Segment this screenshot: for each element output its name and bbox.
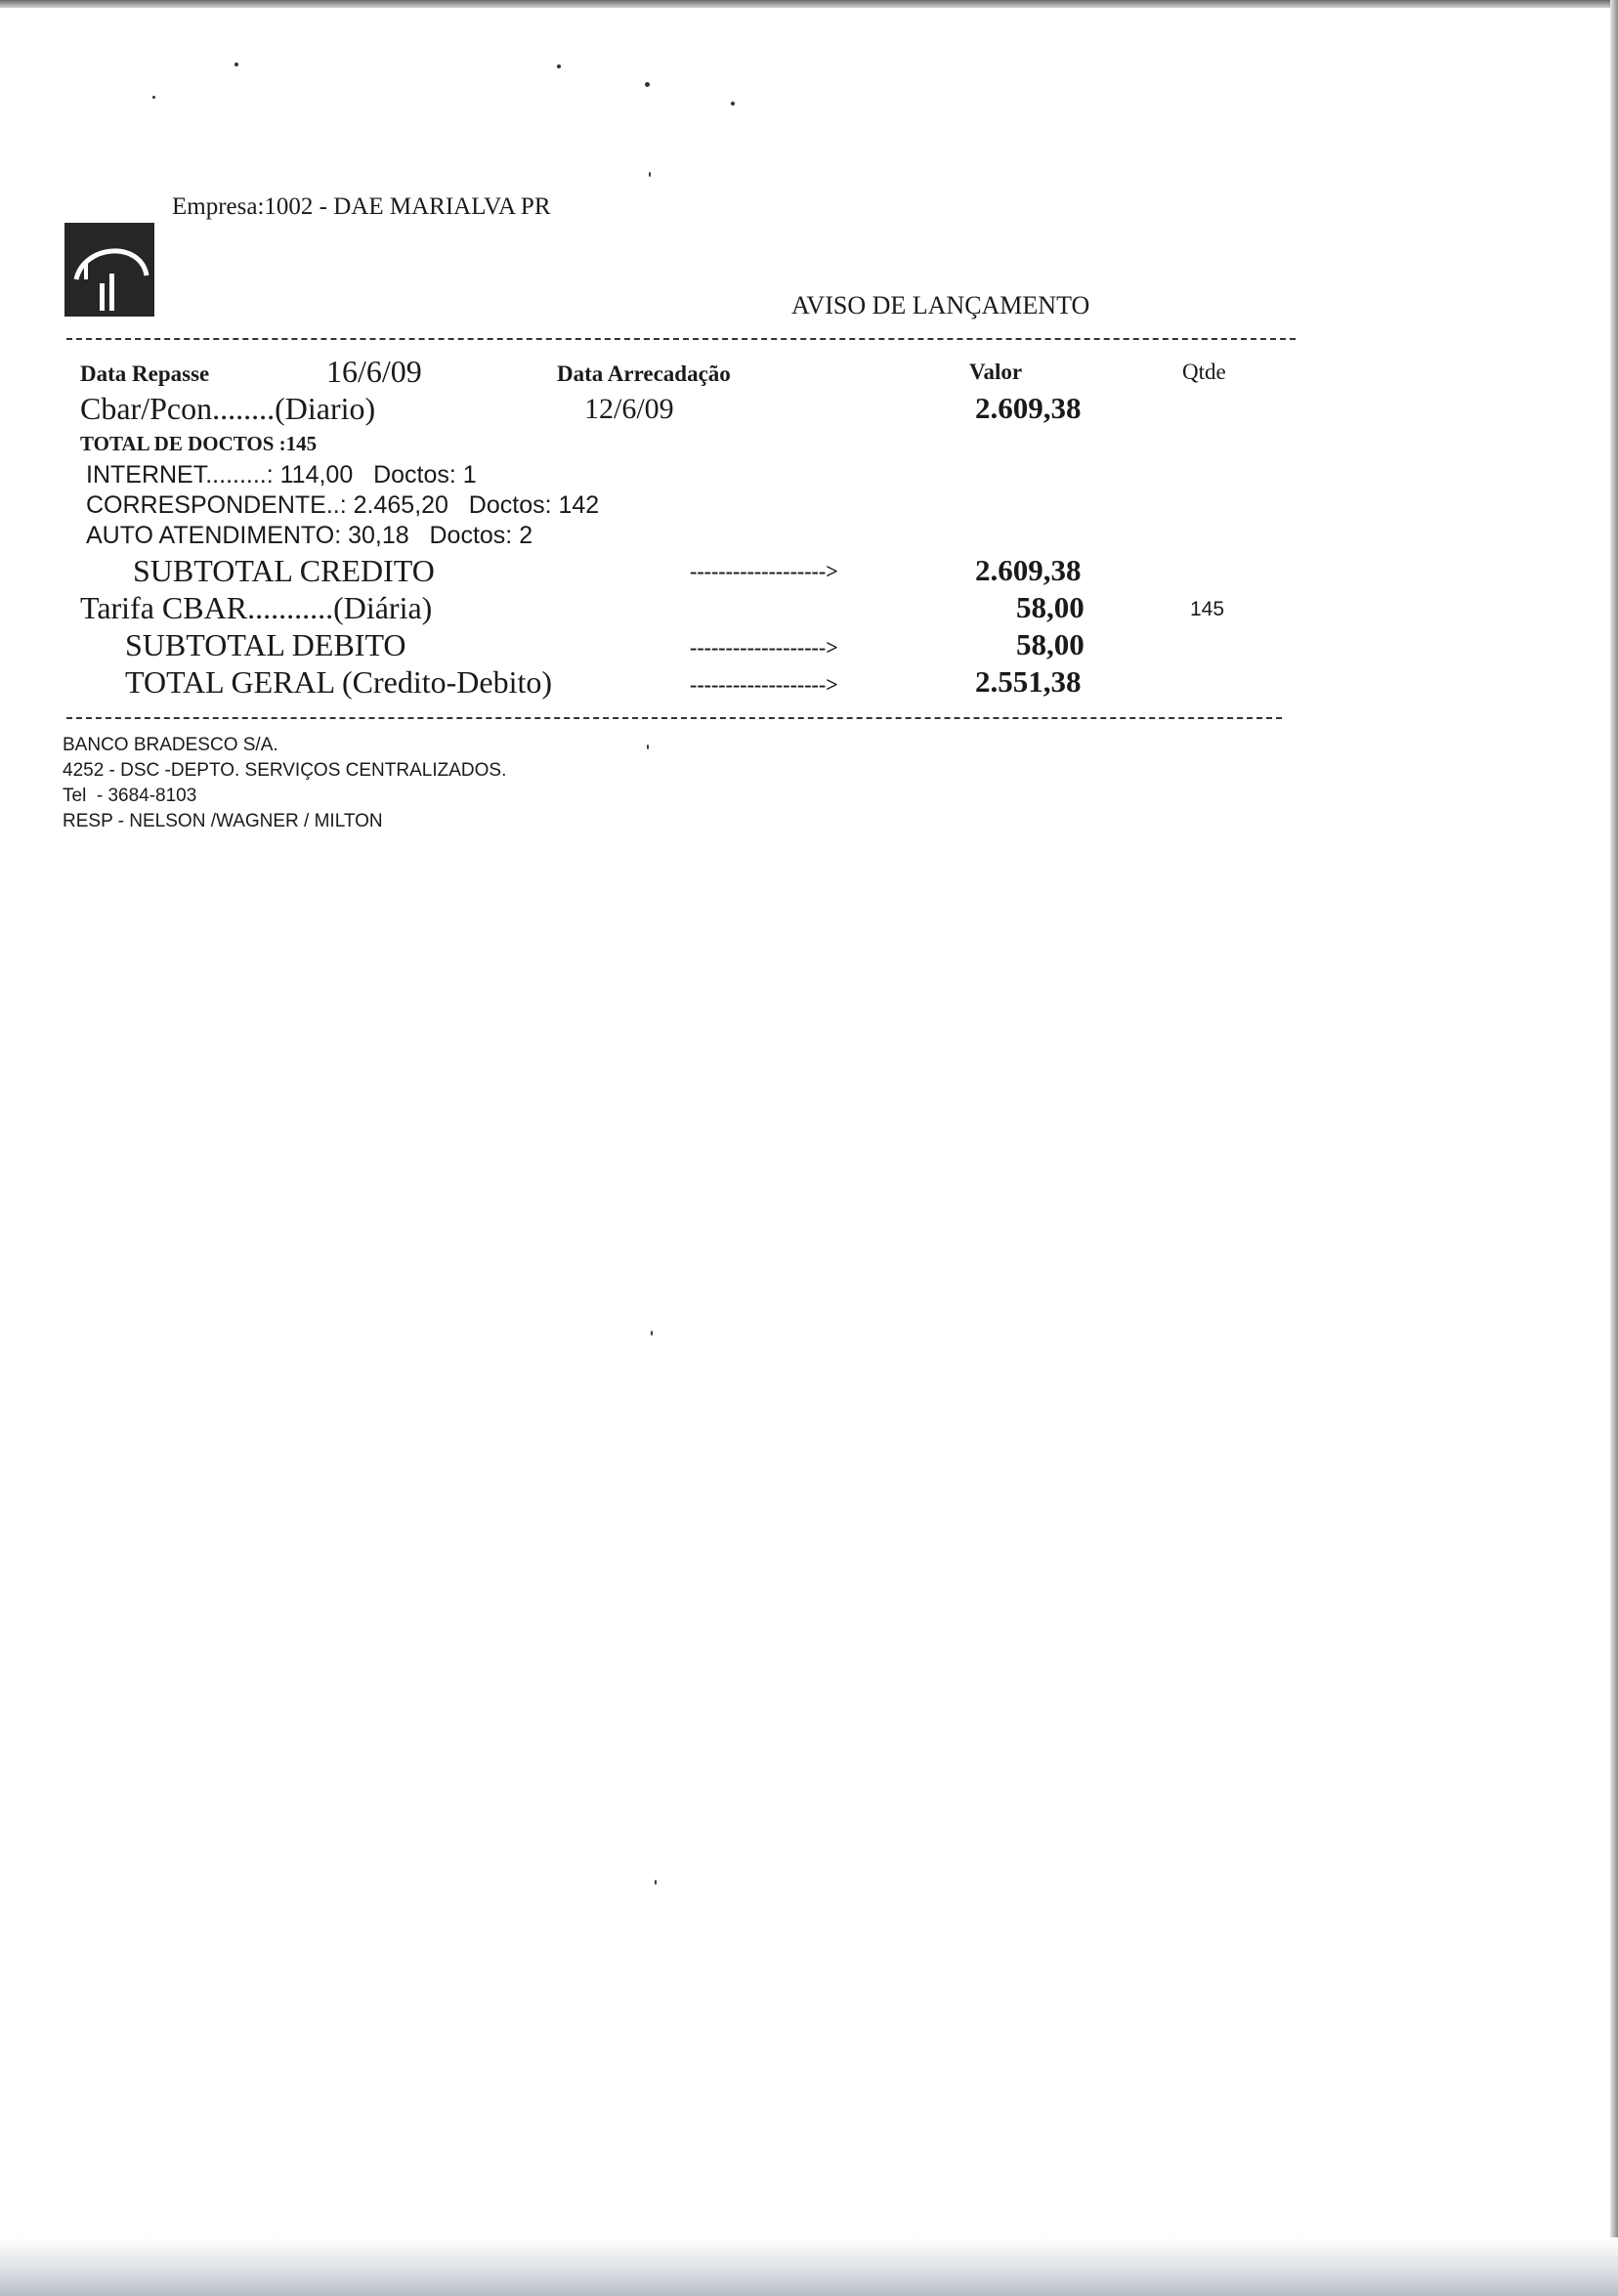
subtotal-debito-arrow: -------------------> xyxy=(690,635,838,659)
data-repasse-label: Data Repasse xyxy=(80,361,210,386)
subtotal-credito-value: 2.609,38 xyxy=(975,553,1082,587)
scan-speck xyxy=(234,63,238,66)
tarifa-value: 58,00 xyxy=(1016,590,1085,624)
page-title: AVISO DE LANÇAMENTO xyxy=(791,291,1090,319)
valor-label: Valor xyxy=(969,360,1023,384)
data-repasse-value: 16/6/09 xyxy=(326,354,422,389)
data-arrecadacao-label: Data Arrecadação xyxy=(557,361,731,386)
scan-speck xyxy=(557,64,561,68)
footer-responsible: RESP - NELSON /WAGNER / MILTON xyxy=(63,811,383,831)
subtotal-credito-label: SUBTOTAL CREDITO xyxy=(133,553,435,588)
total-doctos: TOTAL DE DOCTOS :145 xyxy=(80,432,318,455)
divider-bottom xyxy=(66,717,1282,719)
cbar-pcon-label: Cbar/Pcon........(Diario) xyxy=(80,391,376,426)
scan-edge-top xyxy=(0,0,1618,8)
qtde-label: Qtde xyxy=(1182,360,1226,384)
divider-top xyxy=(66,338,1296,340)
footer-phone: Tel - 3684-8103 xyxy=(63,786,197,806)
subtotal-debito-value: 58,00 xyxy=(1016,627,1085,661)
tarifa-cbar-label: Tarifa CBAR...........(Diária) xyxy=(80,590,433,625)
scan-speck xyxy=(731,102,735,106)
scan-speck xyxy=(645,82,650,87)
scan-speck xyxy=(655,1880,657,1885)
subtotal-debito-label: SUBTOTAL DEBITO xyxy=(125,627,406,662)
company-name: Empresa:1002 - DAE MARIALVA PR xyxy=(172,193,551,220)
total-geral-arrow: -------------------> xyxy=(690,672,838,697)
channel-internet: INTERNET.........: 114,00 Doctos: 1 xyxy=(86,461,477,489)
channel-auto-atendimento: AUTO ATENDIMENTO: 30,18 Doctos: 2 xyxy=(86,522,533,549)
scan-speck xyxy=(649,172,651,177)
scan-edge-right xyxy=(1610,0,1618,2296)
scan-speck xyxy=(647,744,649,749)
footer-department: 4252 - DSC -DEPTO. SERVIÇOS CENTRALIZADOS. xyxy=(63,760,507,781)
arrecadacao-date: 12/6/09 xyxy=(584,393,674,425)
scan-edge-bottom xyxy=(0,2237,1618,2296)
scan-speck xyxy=(152,96,155,99)
total-geral-value: 2.551,38 xyxy=(975,664,1082,699)
scan-speck xyxy=(651,1331,653,1336)
channel-correspondente: CORRESPONDENTE..: 2.465,20 Doctos: 142 xyxy=(86,491,600,519)
main-valor: 2.609,38 xyxy=(975,391,1082,425)
subtotal-credito-arrow: -------------------> xyxy=(690,559,838,583)
tarifa-qtde: 145 xyxy=(1190,598,1225,620)
bradesco-logo-icon xyxy=(64,223,154,317)
footer-bank: BANCO BRADESCO S/A. xyxy=(63,735,278,755)
total-geral-label: TOTAL GERAL (Credito-Debito) xyxy=(125,664,553,700)
